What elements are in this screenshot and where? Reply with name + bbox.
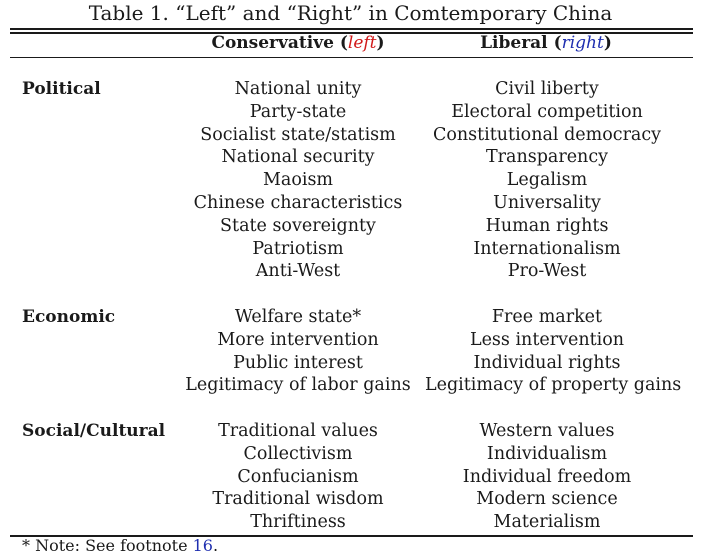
conservative-cell: Traditional wisdom xyxy=(212,489,384,510)
table-note xyxy=(22,536,218,556)
conservative-cell: Maoism xyxy=(262,170,334,191)
conservative-cell: Welfare state* xyxy=(234,307,362,327)
conservative-cell: Chinese characteristics xyxy=(193,193,403,213)
section-label: Political xyxy=(22,79,101,99)
conservative-cell: Confucianism xyxy=(237,466,359,487)
note-period: . xyxy=(212,536,219,555)
column-header-label: Liberal xyxy=(480,33,548,53)
conservative-cell: Party-state xyxy=(249,101,347,122)
table-caption: Table 1. “Left” and “Right” in Comtemporary China xyxy=(88,1,613,25)
liberal-cell: Legalism xyxy=(506,170,588,191)
paren-close: ) xyxy=(603,33,612,53)
section-label: Social/Cultural xyxy=(22,421,166,441)
liberal-cell: Western values xyxy=(479,421,615,441)
top-rule xyxy=(10,28,693,30)
conservative-cell: Socialist state/statism xyxy=(200,124,396,145)
section-label: Economic xyxy=(22,307,116,327)
liberal-cell: Human rights xyxy=(485,215,609,236)
liberal-cell: Individual freedom xyxy=(462,466,632,487)
header-rule xyxy=(10,57,693,58)
conservative-cell: State sovereignty xyxy=(220,215,376,236)
liberal-cell: Individualism xyxy=(486,443,608,464)
liberal-cell: Constitutional democracy xyxy=(432,124,662,145)
conservative-cell: National security xyxy=(221,147,375,168)
footnote-link[interactable]: 16 xyxy=(192,536,213,555)
conservative-cell: More intervention xyxy=(217,329,379,350)
liberal-cell: Less intervention xyxy=(469,329,625,350)
conservative-cell: Thriftiness xyxy=(250,512,346,533)
liberal-cell: Free market xyxy=(491,307,603,327)
paren-close: ) xyxy=(376,33,385,53)
column-header-tag-right: right xyxy=(561,33,604,53)
column-header-label: Conservative xyxy=(211,33,334,53)
note-text: * Note: See footnote xyxy=(22,536,193,555)
liberal-cell: Legitimacy of property gains xyxy=(425,375,682,396)
conservative-cell: Traditional values xyxy=(218,421,378,441)
liberal-cell: Individual rights xyxy=(473,352,621,373)
liberal-cell: Electoral competition xyxy=(451,101,643,122)
liberal-cell: Modern science xyxy=(476,489,618,510)
liberal-cell: Materialism xyxy=(493,512,601,533)
paren-open: ( xyxy=(339,33,348,53)
conservative-cell: Legitimacy of labor gains xyxy=(185,375,411,396)
liberal-cell: Civil liberty xyxy=(495,79,599,99)
liberal-cell: Transparency xyxy=(485,147,609,168)
liberal-cell: Universality xyxy=(493,193,601,213)
liberal-cell: Internationalism xyxy=(473,238,621,259)
conservative-cell: Collectivism xyxy=(243,443,353,464)
column-header-liberal xyxy=(430,32,662,54)
conservative-cell: Patriotism xyxy=(252,238,344,259)
liberal-cell: Pro-West xyxy=(507,261,587,282)
column-header-conservative xyxy=(183,32,413,54)
paren-open: ( xyxy=(553,33,562,53)
column-header-tag-left: left xyxy=(347,33,377,53)
conservative-cell: National unity xyxy=(234,79,362,99)
conservative-cell: Public interest xyxy=(233,352,363,373)
conservative-cell: Anti-West xyxy=(255,261,341,282)
